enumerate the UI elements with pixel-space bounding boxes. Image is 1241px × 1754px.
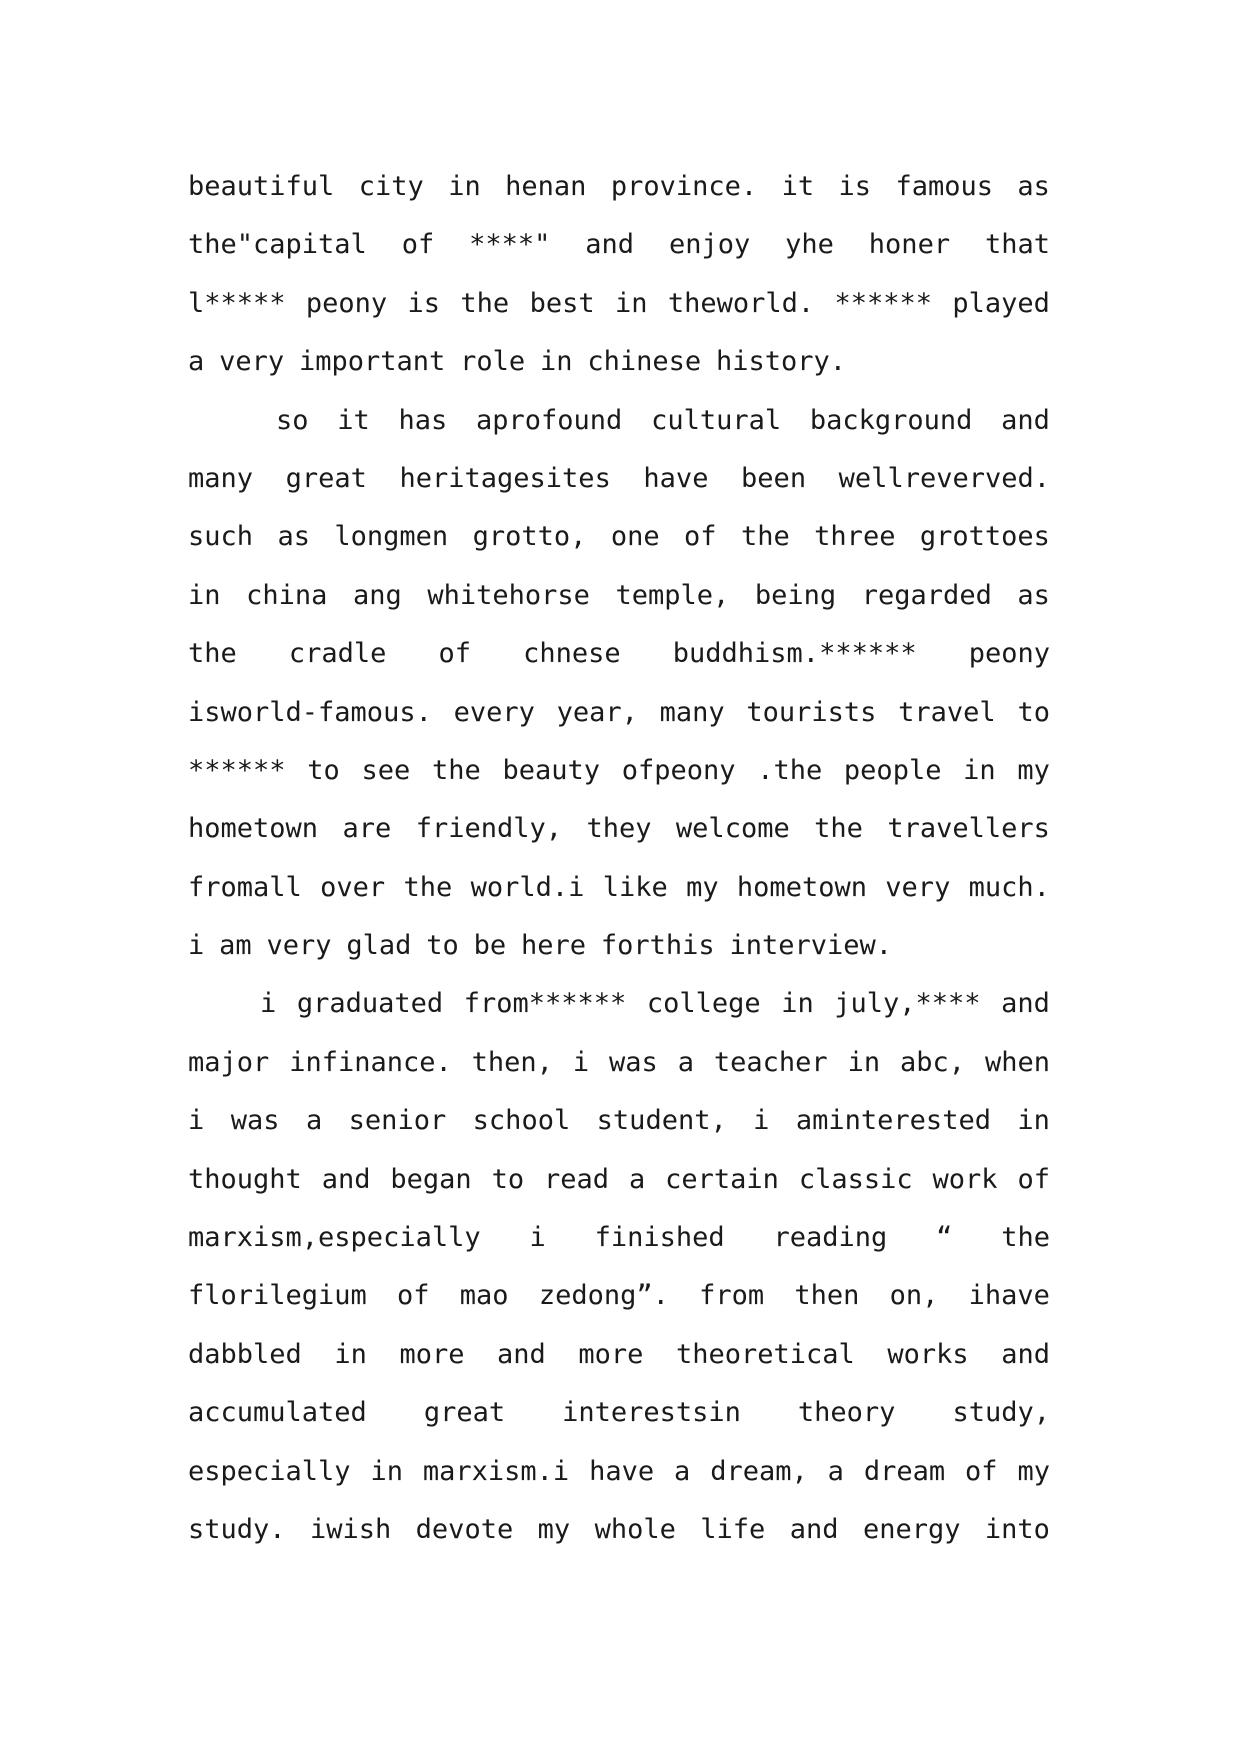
word: in [448, 171, 481, 202]
word: infinance. [289, 1046, 452, 1078]
word: theoretical [675, 1338, 855, 1370]
word: in [370, 1455, 403, 1487]
word: from [699, 1280, 765, 1312]
word: have [589, 1455, 655, 1487]
word: study, [952, 1397, 1050, 1429]
word: accumulated [188, 1397, 367, 1429]
word: beauty [502, 754, 600, 786]
word: more [399, 1338, 465, 1370]
word: ****** [188, 754, 286, 786]
word: senior [348, 1105, 447, 1137]
word: to [426, 930, 459, 962]
word: from****** [463, 988, 627, 1020]
text-line [188, 1209, 1050, 1267]
word: my [537, 1513, 571, 1545]
text-line [188, 1267, 1050, 1325]
text-line [188, 975, 1050, 1033]
word: see [361, 754, 411, 786]
word: works [887, 1338, 969, 1370]
word: yhe [785, 229, 834, 261]
word: l***** [188, 287, 286, 319]
word: very [885, 871, 951, 903]
word: theory [797, 1397, 896, 1429]
word: then [794, 1280, 860, 1312]
word: in [1017, 1105, 1050, 1137]
text-line [188, 1501, 1050, 1559]
word: many [188, 462, 254, 494]
word: regarded [861, 579, 992, 611]
word: college [646, 988, 761, 1020]
word: and [497, 1338, 546, 1370]
word: every [453, 696, 535, 728]
text-line [188, 450, 1050, 508]
word: work [932, 1163, 998, 1195]
word: finished [594, 1222, 725, 1254]
word: a [677, 1046, 694, 1078]
word: then, [471, 1046, 553, 1078]
word: energy [862, 1513, 961, 1545]
text-line [188, 1384, 1050, 1442]
word: devote [415, 1513, 514, 1545]
word: in [614, 287, 648, 319]
word: as [1017, 171, 1050, 202]
word: whole [594, 1513, 676, 1545]
word: zedong”. [538, 1280, 669, 1312]
word: cradle [288, 638, 387, 670]
word: is [838, 171, 872, 202]
word: .the [757, 754, 823, 786]
word: the [403, 871, 453, 903]
word: peony [305, 287, 388, 319]
word: in [963, 754, 996, 786]
word: certain [665, 1163, 779, 1195]
text-line [188, 1326, 1050, 1384]
word: i [188, 1105, 205, 1137]
word: a [188, 346, 205, 378]
text-line [188, 1092, 1050, 1150]
word: have [643, 462, 709, 494]
text-line [188, 917, 1050, 975]
word: marxism.i [422, 1455, 570, 1487]
word: the"capital [188, 229, 367, 261]
word: of [684, 521, 717, 553]
text-line [188, 275, 1050, 333]
word: interestsin [562, 1397, 741, 1429]
word: many [659, 696, 725, 728]
word: forthis [600, 930, 715, 962]
word: to [307, 754, 340, 786]
word: over [320, 871, 386, 903]
word: teacher [713, 1046, 828, 1078]
word: background [809, 404, 973, 436]
word: buddhism.****** [672, 638, 917, 670]
word: as [277, 521, 310, 553]
word: of [397, 1280, 430, 1312]
word: being [754, 579, 837, 611]
word: world.i [470, 871, 585, 903]
word: very [219, 346, 285, 378]
word: three [814, 521, 896, 553]
word: longmen [334, 521, 449, 553]
word: student, [596, 1105, 727, 1137]
word: to [491, 1163, 525, 1195]
word: glad [346, 930, 412, 962]
word: and [585, 229, 635, 261]
word: to [1017, 696, 1050, 728]
text-line [188, 800, 1050, 858]
word: “ [936, 1222, 953, 1254]
word: so [276, 404, 309, 436]
word: in [188, 579, 221, 611]
word: my [1017, 1455, 1050, 1487]
word: are [342, 813, 392, 845]
word: the [460, 287, 510, 319]
word: role [460, 346, 526, 378]
word: in [781, 988, 814, 1020]
word: mao [459, 1280, 509, 1312]
word: honer [868, 229, 951, 261]
word: has [398, 404, 448, 436]
text-line [188, 392, 1050, 450]
word: isworld-famous. [188, 696, 432, 728]
word: welcome [675, 813, 790, 845]
word: classic [798, 1163, 913, 1195]
word: important [298, 346, 446, 378]
word: such [188, 521, 254, 553]
word: fromall [188, 871, 302, 903]
word: chnese [523, 638, 621, 670]
word: and [1001, 404, 1050, 436]
word: is [407, 287, 441, 319]
word: thought [188, 1163, 302, 1195]
text-line [188, 508, 1050, 566]
word: in [847, 1046, 881, 1078]
word: they [586, 813, 652, 845]
word: read [544, 1163, 610, 1195]
word: it [337, 404, 370, 436]
word: best [529, 287, 595, 319]
word: city [358, 171, 424, 202]
word: on, [889, 1280, 939, 1312]
text-line [188, 216, 1050, 274]
word: into [984, 1513, 1050, 1545]
word: here [520, 930, 586, 962]
word: ofpeony [621, 754, 736, 786]
word: aprofound [476, 404, 623, 436]
word: and [321, 1163, 371, 1195]
word: one [610, 521, 660, 553]
word: ****** [834, 287, 933, 319]
word: travel [898, 696, 996, 728]
word: a [827, 1455, 844, 1487]
word: very [266, 930, 332, 962]
word: marxism,especially [188, 1222, 481, 1254]
word: dream [863, 1455, 946, 1487]
word: interview. [729, 930, 893, 962]
word: abc, [900, 1046, 966, 1078]
word: theworld. [667, 287, 815, 319]
word: i [753, 1105, 770, 1137]
word: florilegium [188, 1280, 367, 1312]
word: like [602, 871, 668, 903]
word: be [473, 930, 507, 962]
word: was [230, 1105, 280, 1137]
word: july,**** [834, 988, 981, 1020]
word: my [686, 871, 719, 903]
word: grotto, [472, 521, 587, 553]
word: began [390, 1163, 472, 1195]
text-line [188, 333, 1050, 391]
word: whitehorse [427, 579, 590, 611]
word: famous [895, 171, 993, 202]
word: henan [505, 171, 587, 202]
word: and [1001, 988, 1050, 1020]
text-line [188, 625, 1050, 683]
word: people [843, 754, 942, 786]
word: as [1017, 579, 1050, 611]
word: and [1001, 1338, 1050, 1370]
word: iwish [309, 1513, 392, 1545]
word: of [1017, 1163, 1050, 1195]
word: peony [968, 638, 1050, 670]
word: cultural [651, 404, 782, 436]
word: graduated [296, 988, 444, 1020]
word: in [334, 1338, 367, 1370]
word: a [628, 1163, 646, 1195]
word: a [305, 1105, 323, 1137]
word: great [285, 462, 367, 494]
word: the [1001, 1222, 1050, 1254]
word: much. [968, 871, 1050, 903]
text-line [188, 1443, 1050, 1501]
word: the [740, 521, 790, 553]
body-text [188, 158, 1050, 1559]
word: i [572, 1046, 590, 1078]
word: ihave [968, 1280, 1050, 1312]
word: that [984, 229, 1050, 261]
word: the [431, 754, 481, 786]
word: friendly, [415, 813, 563, 845]
word: it [781, 171, 815, 202]
word: hometown [736, 871, 867, 903]
word: been [741, 462, 807, 494]
word: the [814, 813, 863, 845]
word: am [219, 930, 252, 962]
word: of [401, 229, 435, 261]
word: and [789, 1513, 839, 1545]
word: enjoy [668, 229, 751, 261]
word: aminterested [795, 1105, 991, 1137]
word: china [246, 579, 328, 611]
word: ang [352, 579, 402, 611]
word: province. [610, 171, 758, 202]
word: year, [556, 696, 638, 728]
word: temple, [615, 579, 730, 611]
word: in [540, 346, 573, 378]
text-line [188, 1034, 1050, 1092]
word: my [1017, 754, 1050, 786]
text-line [188, 859, 1050, 917]
word: tourists [746, 696, 877, 728]
word: a [674, 1455, 691, 1487]
word: travellers [887, 813, 1050, 845]
word: wellreverved. [838, 462, 1050, 494]
text-line [188, 742, 1050, 800]
word: great [423, 1397, 506, 1429]
word: i [529, 1222, 546, 1254]
word: i [188, 930, 205, 962]
text-line [188, 1151, 1050, 1209]
word: i [260, 988, 277, 1020]
word: ****" [469, 229, 551, 261]
word: heritagesites [399, 462, 611, 494]
word: history. [716, 346, 847, 378]
word: when [984, 1046, 1050, 1078]
word: of [438, 638, 472, 670]
word: chinese [587, 346, 702, 378]
word: major [188, 1046, 270, 1078]
word: especially [188, 1455, 351, 1487]
word: study. [188, 1513, 286, 1545]
word: played [952, 287, 1050, 319]
word: hometown [188, 813, 319, 845]
text-line [188, 684, 1050, 742]
word: grottoes [919, 521, 1050, 553]
text-line [188, 567, 1050, 625]
word: dream, [710, 1455, 808, 1487]
word: of [965, 1455, 998, 1487]
word: beautiful [188, 171, 335, 202]
word: the [188, 638, 237, 670]
word: life [700, 1513, 766, 1545]
word: reading [773, 1222, 888, 1254]
word: more [578, 1338, 644, 1370]
text-line [188, 158, 1050, 216]
word: dabbled [188, 1338, 302, 1370]
word: school [472, 1105, 571, 1137]
word: was [609, 1046, 658, 1078]
